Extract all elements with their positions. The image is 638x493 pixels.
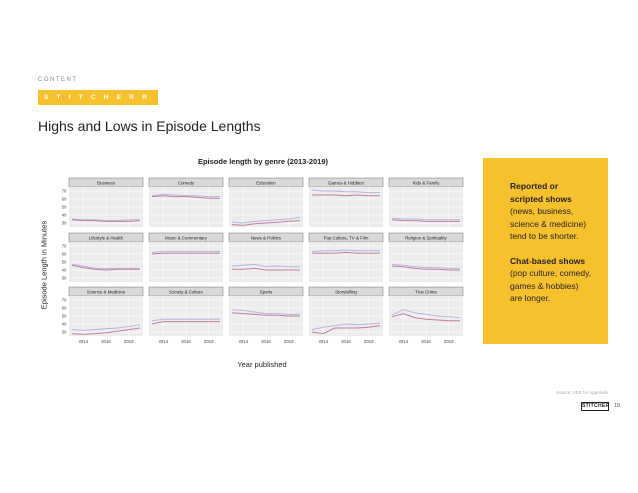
- page-number: 18: [614, 403, 621, 409]
- x-tick-label: 2014: [398, 339, 409, 344]
- y-tick-label: 40: [61, 212, 67, 218]
- x-tick-label: 2016: [181, 339, 191, 344]
- y-tick-label: 30: [61, 329, 67, 335]
- facet-label: Society & Culture: [169, 289, 203, 295]
- y-tick-label: 60: [61, 251, 67, 257]
- y-tick-label: 60: [61, 196, 67, 202]
- facet-label: Business: [97, 180, 115, 186]
- x-tick-label: 2018: [363, 339, 374, 344]
- facet-label: Kids & Family: [412, 180, 440, 186]
- x-tick-label: 2016: [261, 339, 271, 344]
- x-tick-label: 2014: [238, 339, 249, 344]
- y-axis-title: Episode Length in Minutes: [39, 220, 49, 310]
- facet-label: Lifestyle & Health: [88, 235, 124, 241]
- x-tick-label: 2018: [443, 339, 454, 344]
- callout-paragraph-2: [510, 255, 592, 305]
- x-tick-label: 2016: [341, 339, 351, 344]
- y-tick-label: 70: [61, 297, 67, 303]
- callout-bold-1: Reported or scripted shows: [510, 181, 572, 204]
- x-tick-label: 2014: [158, 339, 169, 344]
- x-tick-label: 2014: [318, 339, 329, 344]
- facet-label: Pop Culture, TV & Film: [323, 235, 369, 241]
- facet-label: Storytelling: [335, 289, 357, 295]
- facet-label: Music & Commentary: [165, 235, 207, 241]
- callout-text-1: (news, business, science & medicine) tend to be shorter.: [510, 206, 587, 241]
- y-tick-label: 40: [61, 267, 67, 273]
- x-tick-label: 2018: [123, 339, 134, 344]
- y-tick-label: 30: [61, 220, 67, 226]
- x-tick-label: 2014: [78, 339, 89, 344]
- y-tick-label: 50: [61, 313, 67, 319]
- y-tick-label: 50: [61, 259, 67, 265]
- insight-callout: [483, 158, 608, 344]
- y-tick-label: 50: [61, 204, 67, 210]
- stitcher-logo: STITCHER: [582, 403, 610, 409]
- facet-label: Sports: [259, 289, 273, 295]
- facet-label: Science & Medicine: [86, 289, 126, 295]
- source-note: Source: SEE for Appendix: [555, 390, 608, 395]
- x-axis-title: Year published: [237, 360, 287, 369]
- facet-label: Education: [256, 180, 276, 186]
- page-title: Highs and Lows in Episode Lengths: [38, 118, 261, 134]
- section-label: CONTENT: [38, 77, 78, 83]
- y-tick-label: 40: [61, 321, 67, 327]
- callout-text-2: (pop culture, comedy, games & hobbies) are longer.: [510, 268, 592, 303]
- report-banner: S T I T C H E R R E P O R T 2 0 2 0: [38, 90, 158, 105]
- y-tick-label: 60: [61, 305, 67, 311]
- facet-label: Religion & Spirituality: [405, 235, 447, 241]
- x-tick-label: 2018: [283, 339, 294, 344]
- y-tick-label: 30: [61, 275, 67, 281]
- callout-bold-2: Chat-based shows: [510, 255, 586, 266]
- facet-label: News & Politics: [250, 235, 282, 241]
- x-tick-label: 2016: [421, 339, 431, 344]
- facet-label: True Crime: [415, 289, 437, 295]
- y-tick-label: 70: [61, 188, 67, 194]
- chart-title: Episode length by genre (2013-2019): [197, 157, 329, 166]
- facet-label: Comedy: [177, 180, 195, 186]
- callout-paragraph-1: [510, 180, 592, 243]
- x-tick-label: 2016: [101, 339, 111, 344]
- x-tick-label: 2018: [203, 339, 214, 344]
- facet-label: Games & Hobbies: [328, 180, 364, 186]
- y-tick-label: 70: [61, 243, 67, 249]
